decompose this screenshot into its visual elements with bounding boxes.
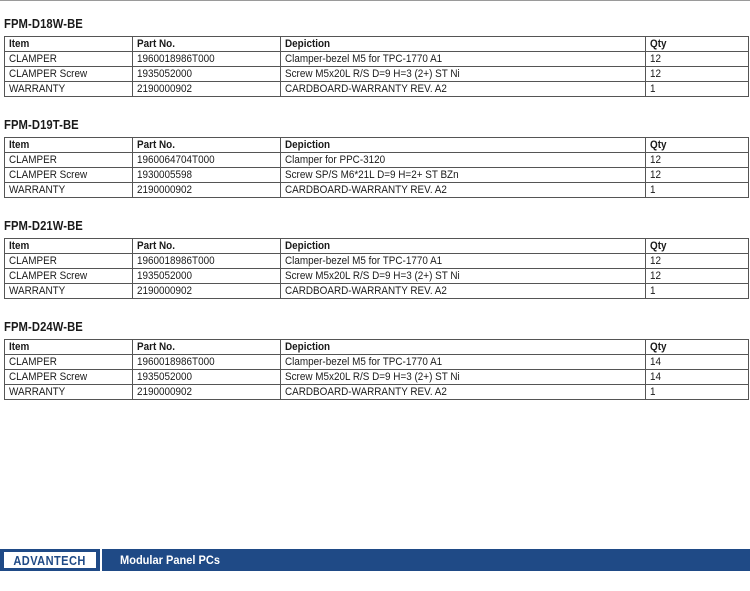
cell-qty: 1 xyxy=(646,183,749,198)
header-qty: Qty xyxy=(646,340,749,355)
table-row xyxy=(5,370,749,385)
parts-table xyxy=(4,238,749,299)
cell-qty: 12 xyxy=(646,168,749,183)
cell-item: WARRANTY xyxy=(5,82,133,97)
section-fpm-d21w-be xyxy=(4,219,748,299)
logo-text: ADVANTECH xyxy=(13,552,87,568)
cell-item: WARRANTY xyxy=(5,284,133,299)
cell-part-no: 1960018986T000 xyxy=(133,52,281,67)
cell-part-no: 1960018986T000 xyxy=(133,254,281,269)
parts-table xyxy=(4,137,749,198)
header-item: Item xyxy=(5,239,133,254)
top-rule xyxy=(0,0,750,1)
section-fpm-d24w-be xyxy=(4,320,748,400)
cell-item: CLAMPER Screw xyxy=(5,67,133,82)
header-part-no: Part No. xyxy=(133,37,281,52)
cell-qty: 1 xyxy=(646,284,749,299)
cell-item: WARRANTY xyxy=(5,385,133,400)
header-part-no: Part No. xyxy=(133,138,281,153)
table-row xyxy=(5,183,749,198)
table-row xyxy=(5,168,749,183)
table-row xyxy=(5,82,749,97)
cell-description: Screw M5x20L R/S D=9 H=3 (2+) ST Ni xyxy=(281,370,646,385)
table-header-row xyxy=(5,37,749,52)
section-title: FPM-D18W-BE xyxy=(4,17,83,31)
header-qty: Qty xyxy=(646,138,749,153)
cell-qty: 12 xyxy=(646,52,749,67)
cell-part-no: 2190000902 xyxy=(133,385,281,400)
cell-part-no: 1935052000 xyxy=(133,67,281,82)
cell-description: Screw M5x20L R/S D=9 H=3 (2+) ST Ni xyxy=(281,67,646,82)
cell-qty: 14 xyxy=(646,355,749,370)
table-row xyxy=(5,284,749,299)
table-header-row xyxy=(5,340,749,355)
cell-description: CARDBOARD-WARRANTY REV. A2 xyxy=(281,82,646,97)
table-row xyxy=(5,355,749,370)
cell-description: Screw M5x20L R/S D=9 H=3 (2+) ST Ni xyxy=(281,269,646,284)
table-row xyxy=(5,269,749,284)
parts-table xyxy=(4,36,749,97)
header-qty: Qty xyxy=(646,239,749,254)
cell-part-no: 1960064704T000 xyxy=(133,153,281,168)
cell-qty: 12 xyxy=(646,67,749,82)
section-fpm-d18w-be xyxy=(4,17,748,97)
header-description: Depiction xyxy=(281,340,646,355)
cell-part-no: 2190000902 xyxy=(133,183,281,198)
section-fpm-d19t-be xyxy=(4,118,748,198)
footer-title: Modular Panel PCs xyxy=(120,553,221,567)
header-qty: Qty xyxy=(646,37,749,52)
cell-description: CARDBOARD-WARRANTY REV. A2 xyxy=(281,183,646,198)
header-item: Item xyxy=(5,138,133,153)
header-description: Depiction xyxy=(281,37,646,52)
section-title: FPM-D24W-BE xyxy=(4,320,83,334)
cell-item: CLAMPER Screw xyxy=(5,269,133,284)
header-item: Item xyxy=(5,37,133,52)
header-item: Item xyxy=(5,340,133,355)
table-header-row xyxy=(5,239,749,254)
header-description: Depiction xyxy=(281,239,646,254)
cell-part-no: 2190000902 xyxy=(133,82,281,97)
header-description: Depiction xyxy=(281,138,646,153)
cell-item: CLAMPER xyxy=(5,52,133,67)
cell-part-no: 1935052000 xyxy=(133,269,281,284)
cell-description: CARDBOARD-WARRANTY REV. A2 xyxy=(281,385,646,400)
cell-qty: 14 xyxy=(646,370,749,385)
cell-description: Clamper for PPC-3120 xyxy=(281,153,646,168)
cell-part-no: 1935052000 xyxy=(133,370,281,385)
advantech-logo xyxy=(4,552,96,568)
cell-qty: 12 xyxy=(646,254,749,269)
cell-qty: 12 xyxy=(646,269,749,284)
cell-qty: 1 xyxy=(646,82,749,97)
cell-item: CLAMPER xyxy=(5,254,133,269)
footer-bar xyxy=(0,549,750,571)
cell-qty: 1 xyxy=(646,385,749,400)
cell-item: CLAMPER xyxy=(5,153,133,168)
cell-item: WARRANTY xyxy=(5,183,133,198)
cell-item: CLAMPER Screw xyxy=(5,168,133,183)
table-row xyxy=(5,52,749,67)
table-row xyxy=(5,153,749,168)
cell-part-no: 2190000902 xyxy=(133,284,281,299)
table-row xyxy=(5,67,749,82)
table-row xyxy=(5,254,749,269)
cell-item: CLAMPER xyxy=(5,355,133,370)
cell-description: Clamper-bezel M5 for TPC-1770 A1 xyxy=(281,355,646,370)
table-header-row xyxy=(5,138,749,153)
cell-qty: 12 xyxy=(646,153,749,168)
cell-item: CLAMPER Screw xyxy=(5,370,133,385)
header-part-no: Part No. xyxy=(133,239,281,254)
cell-description: Screw SP/S M6*21L D=9 H=2+ ST BZn xyxy=(281,168,646,183)
cell-description: Clamper-bezel M5 for TPC-1770 A1 xyxy=(281,254,646,269)
cell-description: Clamper-bezel M5 for TPC-1770 A1 xyxy=(281,52,646,67)
cell-part-no: 1960018986T000 xyxy=(133,355,281,370)
cell-part-no: 1930005598 xyxy=(133,168,281,183)
footer-divider xyxy=(100,549,102,571)
parts-table xyxy=(4,339,749,400)
header-part-no: Part No. xyxy=(133,340,281,355)
section-title: FPM-D21W-BE xyxy=(4,219,83,233)
table-row xyxy=(5,385,749,400)
cell-description: CARDBOARD-WARRANTY REV. A2 xyxy=(281,284,646,299)
section-title: FPM-D19T-BE xyxy=(4,118,79,132)
